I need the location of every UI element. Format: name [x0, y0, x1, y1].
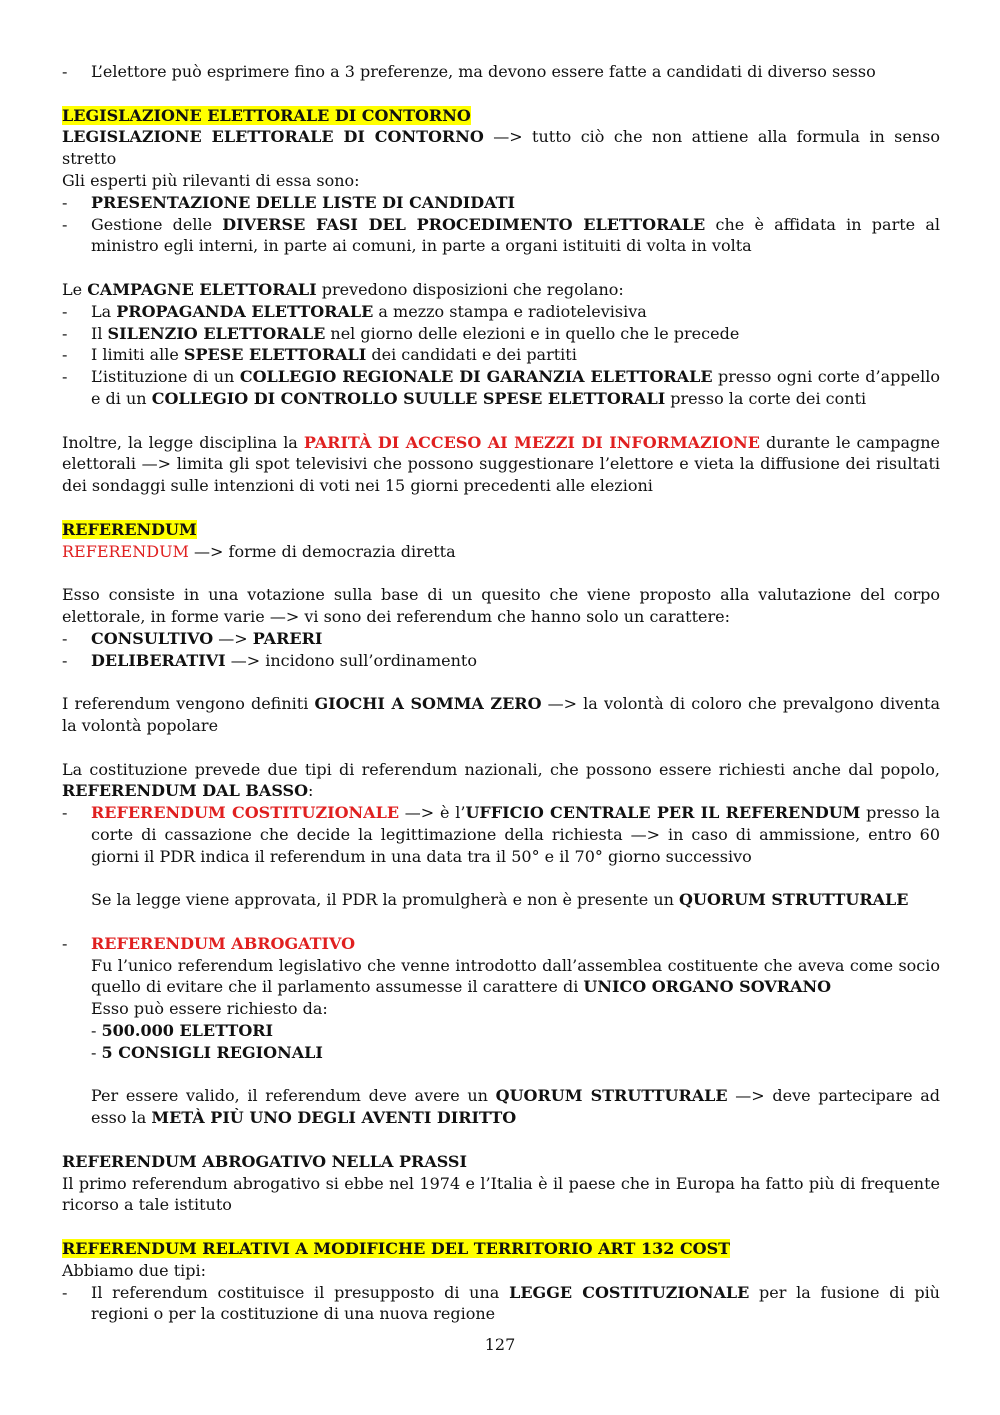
highlighted-heading: REFERENDUM RELATIVI A MODIFICHE DEL TERRITORIO ART 132 COST: [62, 1239, 731, 1259]
section-heading: [62, 1238, 940, 1260]
text: —> forme di democrazia diretta: [188, 541, 456, 561]
text: Esso può essere richiesto da:: [91, 999, 328, 1019]
list-item: [62, 214, 940, 258]
text: presso la corte dei conti: [665, 388, 867, 408]
indented-paragraph: [62, 1085, 940, 1129]
bold-term: PRESENTAZIONE DELLE LISTE DI CANDIDATI: [91, 192, 515, 212]
paragraph: [62, 1260, 940, 1282]
bold-term: CONSULTIVO: [91, 628, 214, 648]
bold-heading: REFERENDUM ABROGATIVO NELLA PRASSI: [62, 1151, 467, 1171]
text: Il: [91, 323, 108, 343]
text: presso la corte di cassazione che decide la legittimazione della richiesta —> in caso di ammissione, entro 60 giorni il PDR indica il referendum in una data tra il 50° e il 70° giorno successivo: [91, 803, 940, 866]
text: Se la legge viene approvata, il PDR la promulgherà e non è presente un: [91, 890, 680, 910]
bold-term: REFERENDUM DAL BASSO: [62, 781, 309, 801]
text: Inoltre, la legge disciplina la: [62, 432, 304, 452]
red-bold-term: PARITÀ DI ACCESO AI MEZZI DI INFORMAZIONE: [303, 432, 760, 452]
paragraph: [62, 126, 940, 170]
text: durante le campagne elettorali —> limita gli spot televisivi che possono suggestionare l’elettore e vieta la diffusione dei risultati dei sondaggi sulle intenzioni di voti nei 15 giorni precedenti alle elezioni: [62, 432, 941, 496]
list-item: [62, 192, 940, 214]
text: L’istituzione di un: [91, 367, 240, 387]
indented-paragraph: [62, 1020, 940, 1042]
bold-term: LEGISLAZIONE ELETTORALE DI CONTORNO: [62, 127, 484, 147]
red-bold-term: REFERENDUM ABROGATIVO: [91, 933, 356, 953]
text: La costituzione prevede due tipi di referendum nazionali, che possono essere richiesti anche dal popolo,: [62, 759, 940, 779]
paragraph: [62, 170, 940, 192]
page-body: [62, 61, 940, 1325]
bold-term: UNICO ORGANO SOVRANO: [583, 977, 832, 997]
text: —> deve partecipare ad esso la: [91, 1086, 941, 1128]
text: —>: [213, 628, 253, 648]
bold-term: 500.000 ELETTORI: [101, 1021, 274, 1041]
text: —> è l’: [399, 803, 466, 823]
text: Gestione delle: [91, 214, 223, 234]
section-heading: [62, 105, 940, 127]
list-item: [62, 933, 940, 955]
list-item: [62, 61, 940, 83]
bold-term: LEGGE COSTITUZIONALE: [509, 1282, 750, 1302]
highlighted-heading: REFERENDUM: [62, 519, 197, 539]
list-item: [62, 650, 940, 672]
paragraph: [62, 584, 940, 628]
text: nel giorno delle elezioni e in quello che le precede: [325, 323, 740, 343]
bold-term: COLLEGIO DI CONTROLLO SUULLE SPESE ELETTORALI: [151, 388, 666, 408]
list-item: [62, 323, 940, 345]
bold-term: GIOCHI A SOMMA ZERO: [314, 694, 542, 714]
indented-paragraph: [62, 889, 940, 911]
bold-term: QUORUM STRUTTURALE: [679, 890, 909, 910]
text: a mezzo stampa e radiotelevisiva: [373, 301, 647, 321]
text: I referendum vengono definiti: [62, 694, 315, 714]
text: Esso consiste in una votazione sulla base di un quesito che viene proposto alla valutazione del corpo elettorale, in forme varie —> vi sono dei referendum che hanno solo un carattere:: [62, 585, 940, 626]
list-item: [62, 344, 940, 366]
text: -: [91, 1042, 102, 1062]
text: dei candidati e dei partiti: [366, 345, 577, 365]
bold-term: PROPAGANDA ELETTORALE: [116, 301, 374, 321]
text: che è affidata in parte al ministro egli interni, in parte ai comuni, in parte a organi istituiti di volta in volta: [91, 214, 940, 256]
section-heading: [62, 519, 940, 541]
list-item: [62, 1282, 940, 1326]
text: per la fusione di più regioni o per la costituzione di una nuova regione: [91, 1282, 940, 1324]
text: presso ogni corte d’appello e di un: [91, 367, 940, 408]
bold-term: COLLEGIO REGIONALE DI GARANZIA ELETTORALE: [239, 367, 713, 387]
text: Il primo referendum abrogativo si ebbe nel 1974 e l’Italia è il paese che in Europa ha fatto più di frequente ricorso a tale istituto: [62, 1173, 940, 1215]
bold-term: DIVERSE FASI DEL PROCEDIMENTO ELETTORALE: [222, 214, 706, 234]
text: -: [91, 1021, 102, 1041]
list-item: [62, 802, 940, 867]
highlighted-heading: LEGISLAZIONE ELETTORALE DI CONTORNO: [62, 105, 471, 125]
text: prevedono disposizioni che regolano:: [316, 279, 624, 299]
bold-term: 5 CONSIGLI REGIONALI: [101, 1042, 323, 1062]
paragraph: [62, 693, 940, 737]
text: Gli esperti più rilevanti di essa sono:: [62, 170, 360, 190]
list-item: [62, 628, 940, 650]
indented-paragraph: [62, 998, 940, 1020]
red-bold-term: REFERENDUM COSTITUZIONALE: [91, 803, 400, 823]
text: I limiti alle: [91, 345, 184, 365]
text: :: [308, 781, 314, 801]
text: —> tutto ciò che non attiene alla formula in senso stretto: [62, 127, 940, 169]
text: Il referendum costituisce il presupposto di una: [91, 1282, 510, 1302]
text: La: [91, 301, 117, 321]
list-item: [62, 366, 940, 410]
bold-term: UFFICIO CENTRALE PER IL REFERENDUM: [465, 803, 861, 823]
paragraph: [62, 759, 940, 803]
list-item: [62, 301, 940, 323]
text: Per essere valido, il referendum deve avere un: [91, 1086, 496, 1106]
indented-paragraph: [62, 955, 940, 999]
paragraph: [62, 279, 940, 301]
bold-term: SILENZIO ELETTORALE: [107, 323, 326, 343]
page-number: 127: [484, 1335, 516, 1354]
bold-term: DELIBERATIVI: [91, 650, 226, 670]
bold-term: CAMPAGNE ELETTORALI: [87, 279, 317, 299]
red-term: REFERENDUM: [62, 541, 189, 561]
bold-term: QUORUM STRUTTURALE: [495, 1086, 728, 1106]
text: Abbiamo due tipi:: [62, 1260, 206, 1280]
text: Fu l’unico referendum legislativo che venne introdotto dall’assemblea costituente che aveva come socio quello di evitare che il parlamento assumesse il carattere di: [91, 955, 940, 997]
bold-term: SPESE ELETTORALI: [183, 345, 367, 365]
paragraph: [62, 1173, 940, 1217]
indented-paragraph: [62, 1042, 940, 1064]
text: —> incidono sull’ordinamento: [225, 650, 477, 670]
subsection-heading: [62, 1151, 940, 1173]
text: —> la volontà di coloro che prevalgono diventa la volontà popolare: [62, 694, 940, 735]
text: Le: [62, 279, 88, 299]
paragraph: [62, 432, 940, 497]
paragraph: [62, 541, 940, 563]
bold-term: METÀ PIÙ UNO DEGLI AVENTI DIRITTO: [151, 1108, 517, 1128]
bold-term: PARERI: [252, 628, 323, 648]
list-item-text: L’elettore può esprimere fino a 3 preferenze, ma devono essere fatte a candidati di diverso sesso: [91, 62, 876, 81]
